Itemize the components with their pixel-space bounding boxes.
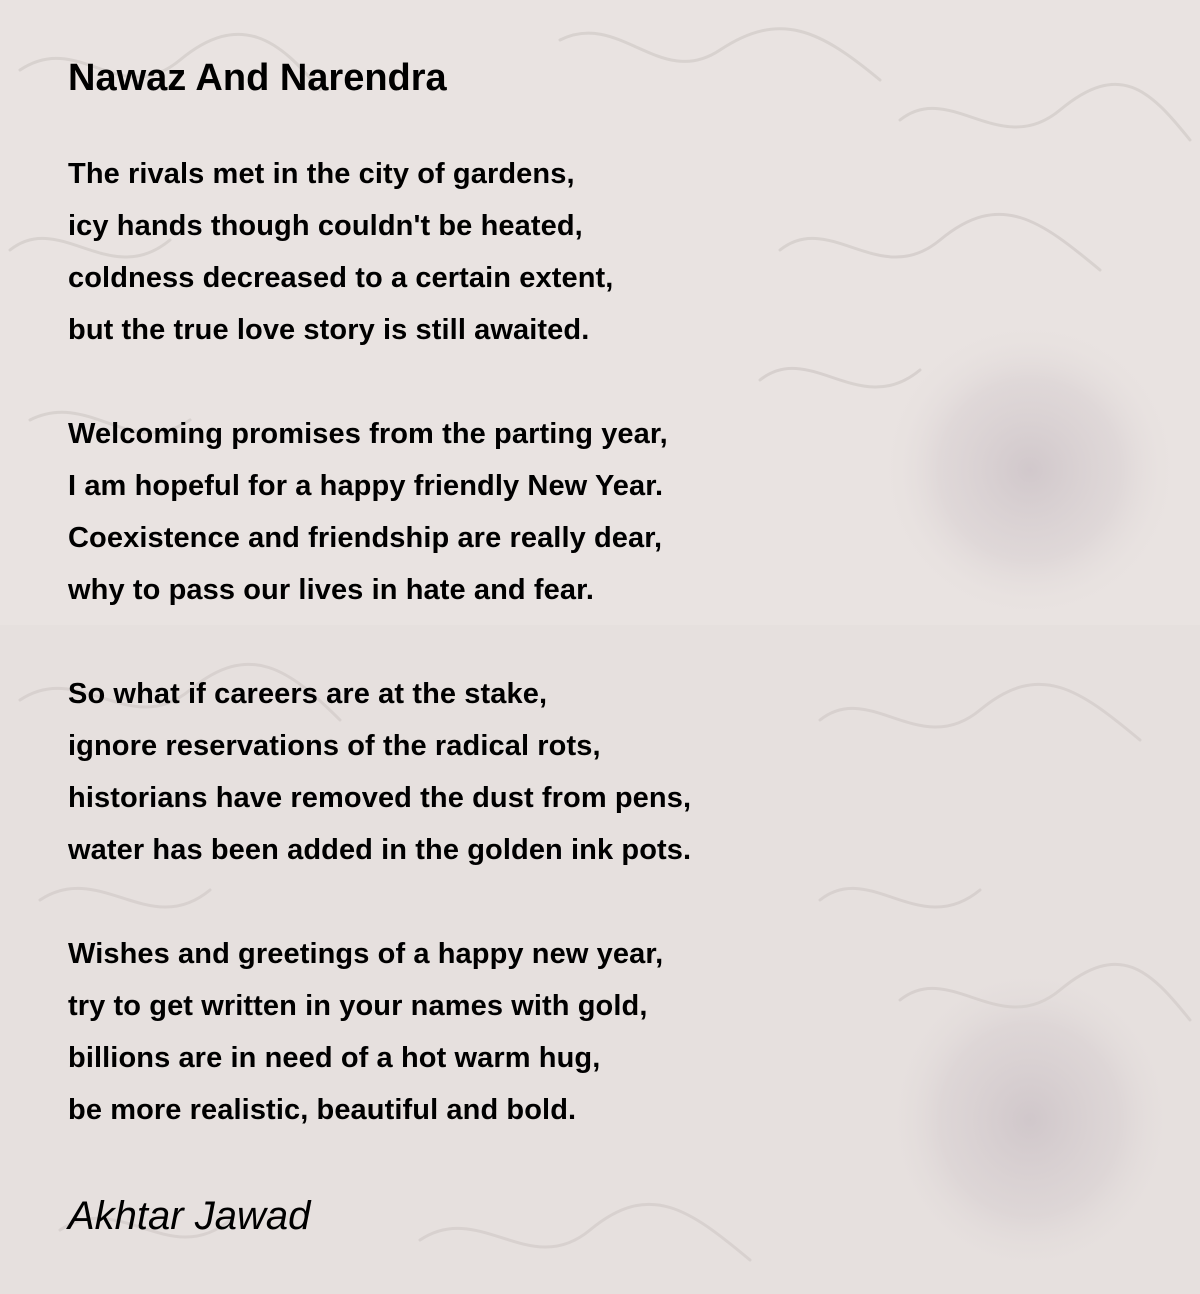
poem-line: be more realistic, beautiful and bold. (68, 1094, 577, 1126)
poem-line: historians have removed the dust from pens, (68, 782, 692, 814)
stanza-2 (68, 408, 668, 616)
poem-line: billions are in need of a hot warm hug, (68, 1042, 601, 1074)
stanza-4 (68, 928, 663, 1136)
poem-author: Akhtar Jawad (68, 1194, 311, 1238)
poem-line: ignore reservations of the radical rots, (68, 730, 601, 762)
poem-line: So what if careers are at the stake, (68, 678, 548, 710)
poem-line: icy hands though couldn't be heated, (68, 210, 583, 242)
poem-line: coldness decreased to a certain extent, (68, 262, 614, 294)
poem-line: Welcoming promises from the parting year, (68, 418, 668, 450)
stanza-1 (68, 148, 613, 356)
poem-line: The rivals met in the city of gardens, (68, 158, 575, 190)
poem-line: Coexistence and friendship are really dear, (68, 522, 663, 554)
stanza-3 (68, 668, 691, 876)
poem-line: I am hopeful for a happy friendly New Year. (68, 470, 664, 502)
ink-blotch (880, 960, 1180, 1280)
poem-line: water has been added in the golden ink pots. (68, 834, 692, 866)
ink-blotch (880, 320, 1180, 620)
poem-line: why to pass our lives in hate and fear. (68, 574, 595, 606)
poem-line: but the true love story is still awaited. (68, 314, 590, 346)
poem-line: Wishes and greetings of a happy new year, (68, 938, 664, 970)
poem-title: Nawaz And Narendra (68, 57, 447, 99)
poem-line: try to get written in your names with gold, (68, 990, 648, 1022)
